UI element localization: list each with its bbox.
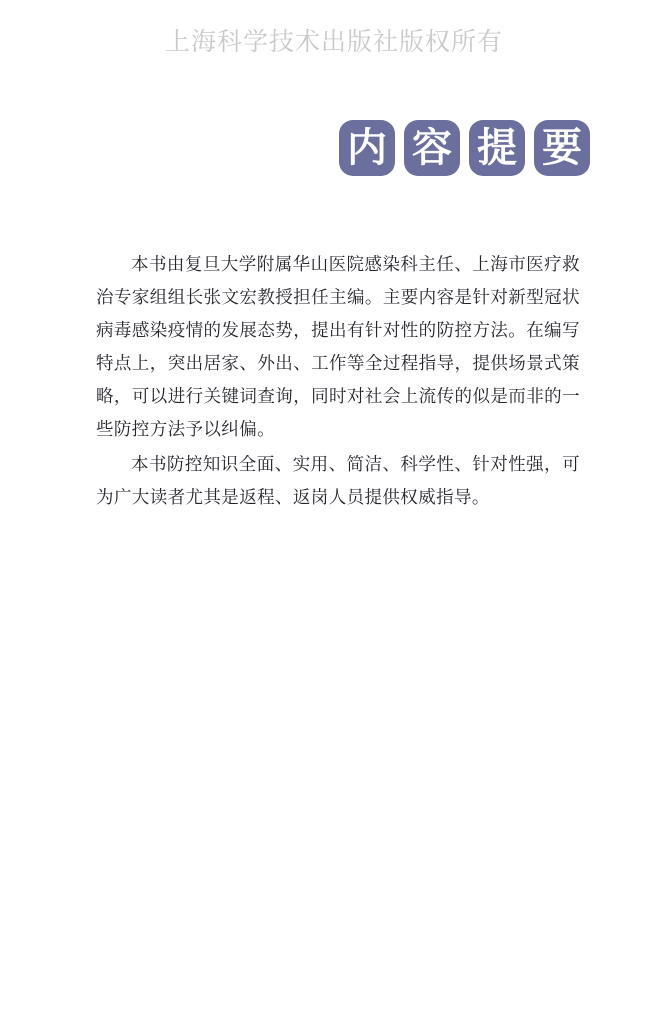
title-char-4: 要 xyxy=(534,120,590,176)
section-title xyxy=(339,120,590,176)
publisher-watermark: 上海科学技术出版社版权所有 xyxy=(164,27,503,56)
title-char-2: 容 xyxy=(404,120,460,176)
title-char-3: 提 xyxy=(469,120,525,176)
paragraph-1: 本书由复旦大学附属华山医院感染科主任、上海市医疗救治专家组组长张文宏教授担任主编。主要内容是针对新型冠状病毒感染疫情的发展态势，提出有针对性的防控方法。在编写特点上，突出居家、外出、工作等全过程指导，提供场景式策略，可以进行关键词查询，同时对社会上流传的似是而非的一些防控方法予以纠偏。 xyxy=(96,254,580,439)
abstract-body xyxy=(96,248,580,514)
title-char-1: 内 xyxy=(339,120,395,176)
paragraph-2: 本书防控知识全面、实用、简洁、科学性、针对性强，可为广大读者尤其是返程、返岗人员提供权威指导。 xyxy=(96,454,580,507)
